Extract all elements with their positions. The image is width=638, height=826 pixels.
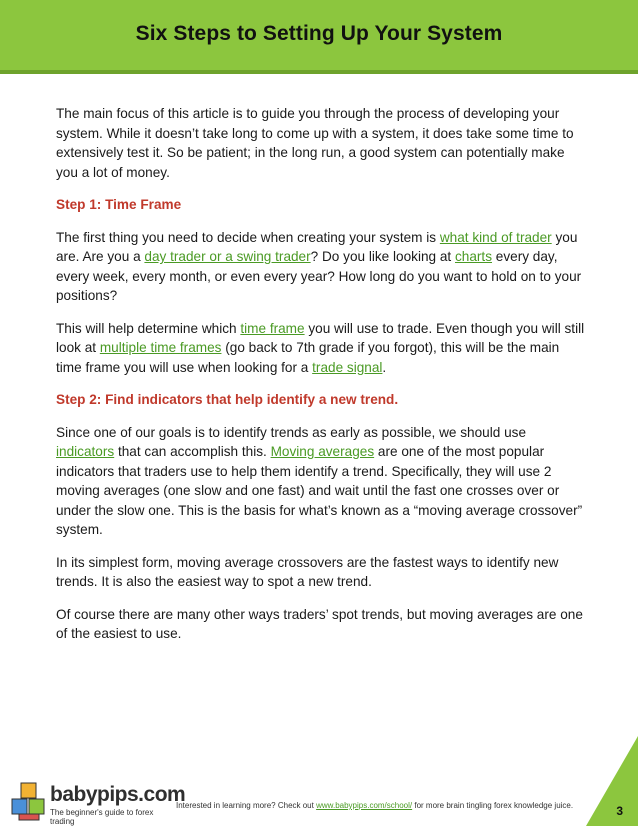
link-multiple-time-frames[interactable]: multiple time frames <box>99 340 222 355</box>
footer-corner-band <box>586 736 638 826</box>
step-2-heading: Step 2: Find indicators that help identify a new trend. <box>56 392 399 407</box>
time-frame-paragraph: This will help determine which time frame you will use to trade. Even though you will still look at multiple time frames (go back to 7th grade if you forgot), this will be the main time frame you will use when looking for a trade signal. <box>56 320 585 375</box>
link-time-frame[interactable]: time frame <box>240 320 305 336</box>
page-number: 3 <box>616 804 623 818</box>
link-indicators[interactable]: indicators <box>56 444 115 459</box>
step-1-paragraph: The first thing you need to decide when creating your system is what kind of trader you are. Are you a day trader or a swing trader? Do you like looking at charts every day, every week, every month, or even every year? How long do you want to hold on to your positions? <box>56 229 582 303</box>
other-ways-paragraph: Of course there are many other ways traders’ spot trends, but moving averages are one of the easiest to use. <box>56 606 583 641</box>
page-title: Six Steps to Setting Up Your System <box>135 22 503 45</box>
logo-tagline: The beginner's guide to forex trading <box>50 808 154 826</box>
step-1-heading: Step 1: Time Frame <box>56 197 182 212</box>
intro-paragraph: The main focus of this article is to guide you through the process of developing your system. While it doesn’t take long to come up with a system, it does take some time to extensively test it. So be patient; in the long run, a good system can potentially make you a lot of money. <box>56 106 574 180</box>
link-what-kind-of-trader[interactable]: what kind of trader <box>439 229 552 245</box>
baby-blocks-icon <box>10 782 48 822</box>
footer-note: Interested in learning more? Check out www.babypips.com/school/ for more brain tingling forex knowledge juice. <box>176 801 574 810</box>
article-body <box>56 104 586 657</box>
link-trade-signal[interactable]: trade signal <box>312 359 383 375</box>
footer-school-link[interactable]: www.babypips.com/school/ <box>316 801 413 810</box>
link-charts[interactable]: charts <box>454 249 493 264</box>
logo-name: babypips.com <box>50 783 186 806</box>
link-moving-averages[interactable]: Moving averages <box>270 444 375 459</box>
step-2-paragraph: Since one of our goals is to identify trends as early as possible, we should use indicators that can accomplish this. Moving averages are one of the most popular indicators that traders use to help them identify a trend. Specifically, they will use 2 moving averages (one slow and one fast) and wait until the fast one crosses over or under the slow one. This is the basis for what’s known as a “moving average crossover” system. <box>56 424 583 537</box>
link-day-or-swing-trader[interactable]: day trader or a swing trader <box>144 249 311 264</box>
crossover-paragraph: In its simplest form, moving average crossovers are the fastest ways to identify new trends. It is also the easiest way to spot a new trend. <box>56 554 559 589</box>
babypips-logo <box>10 782 186 826</box>
header-band <box>0 0 638 74</box>
